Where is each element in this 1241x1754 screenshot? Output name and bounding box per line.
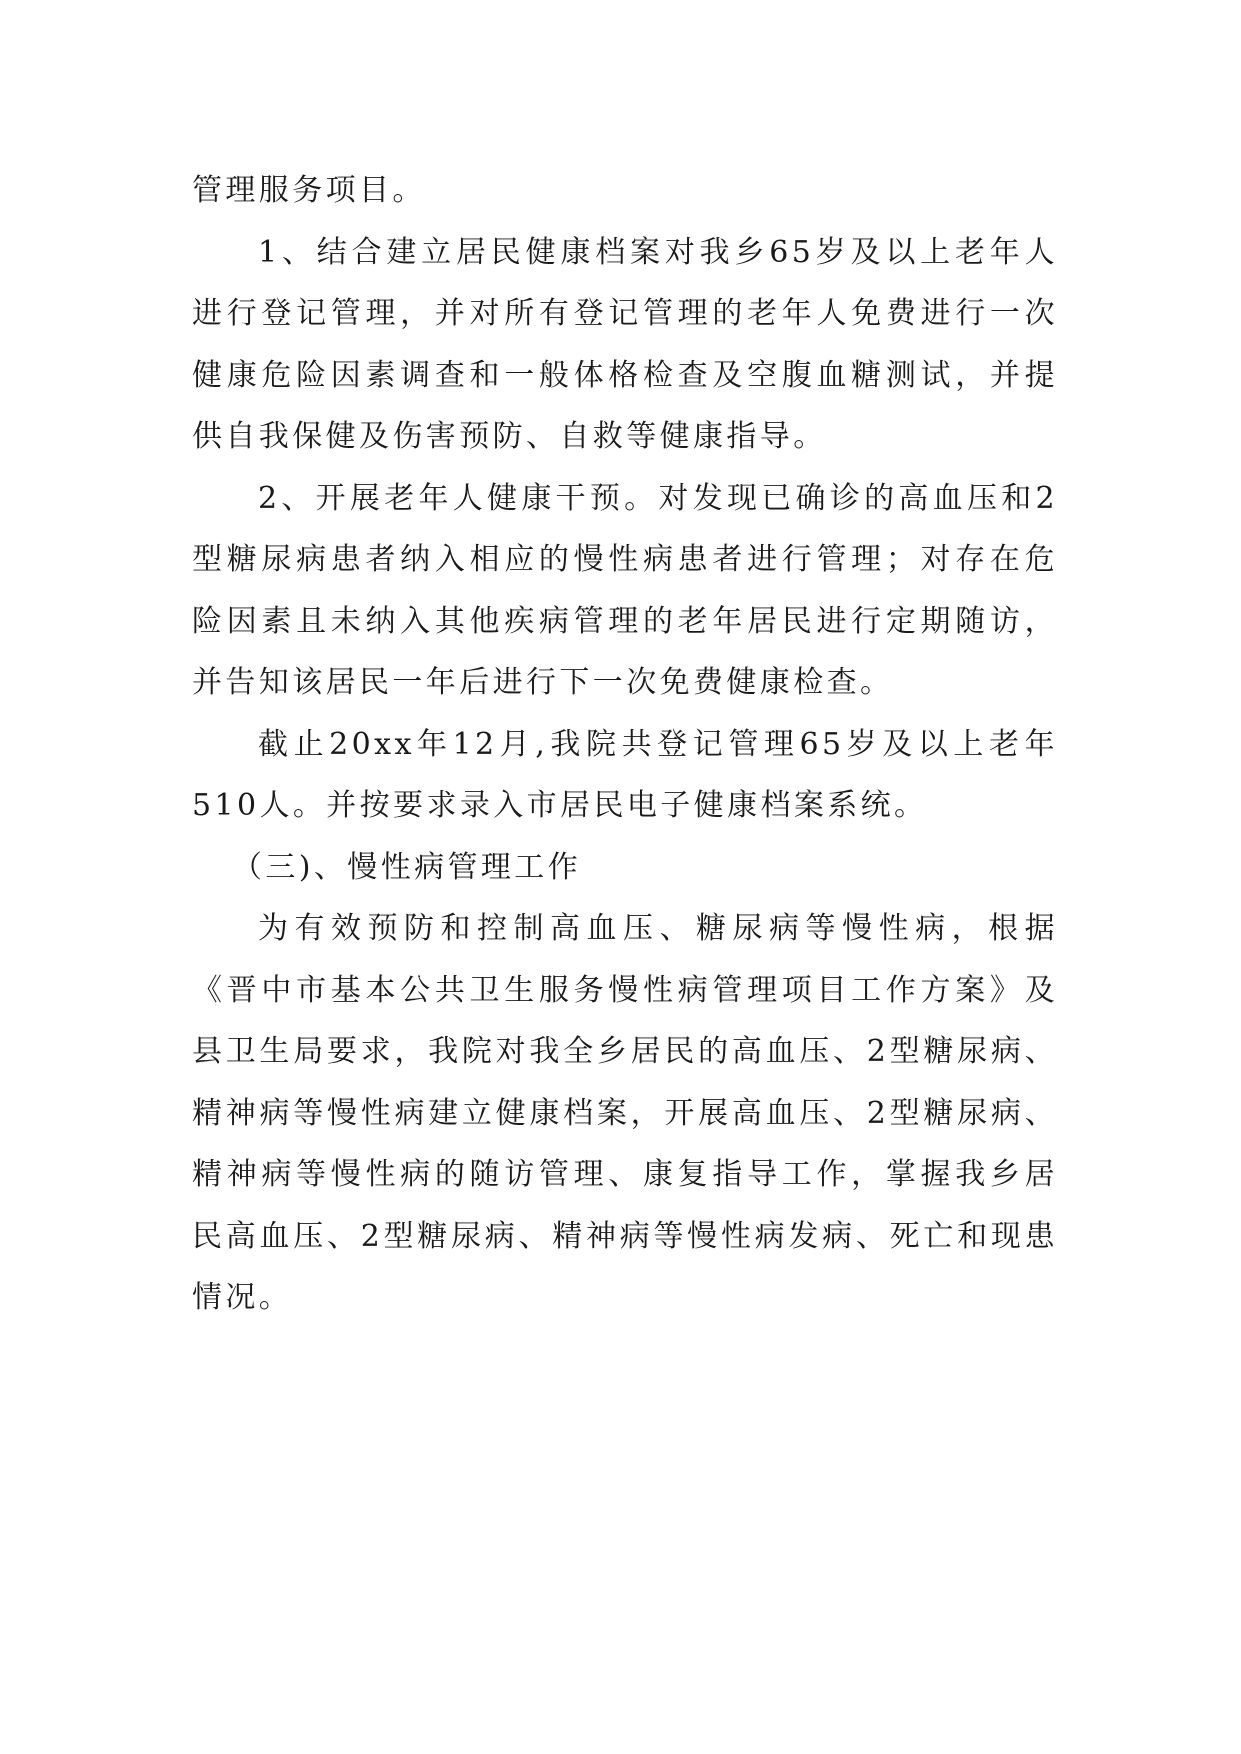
paragraph-chronic-disease: 为有效预防和控制高血压、糖尿病等慢性病，根据《晋中市基本公共卫生服务慢性病管理项目工作方案》及县卫生局要求，我院对我全乡居民的高血压、2型糖尿病、精神病等慢性病建立健康档案，开展高血压、2型糖尿病、精神病等慢性病的随访管理、康复指导工作，掌握我乡居民高血压、2型糖尿病、精神病等慢性病发病、死亡和现患情况。 bbox=[192, 911, 1058, 1315]
paragraph-item-1: 1、结合建立居民健康档案对我乡65岁及以上老年人进行登记管理，并对所有登记管理的老年人免费进行一次健康危险因素调查和一般体格检查及空腹血糖测试，并提供自我保健及伤害预防、自救等健康指导。 bbox=[192, 234, 1058, 454]
paragraph-summary: 截止20xx年12月,我院共登记管理65岁及以上老年510人。并按要求录入市居民电子健康档案系统。 bbox=[192, 726, 1058, 823]
section-heading: （三)、慢性病管理工作 bbox=[232, 849, 582, 885]
paragraph-continuation: 管理服务项目。 bbox=[192, 173, 426, 208]
paragraph-item-2: 2、开展老年人健康干预。对发现已确诊的高血压和2型糖尿病患者纳入相应的慢性病患者进行管理；对存在危险因素且未纳入其他疾病管理的老年居民进行定期随访，并告知该居民一年后进行下一次免费健康检查。 bbox=[192, 480, 1058, 700]
document-body bbox=[192, 160, 1058, 1329]
